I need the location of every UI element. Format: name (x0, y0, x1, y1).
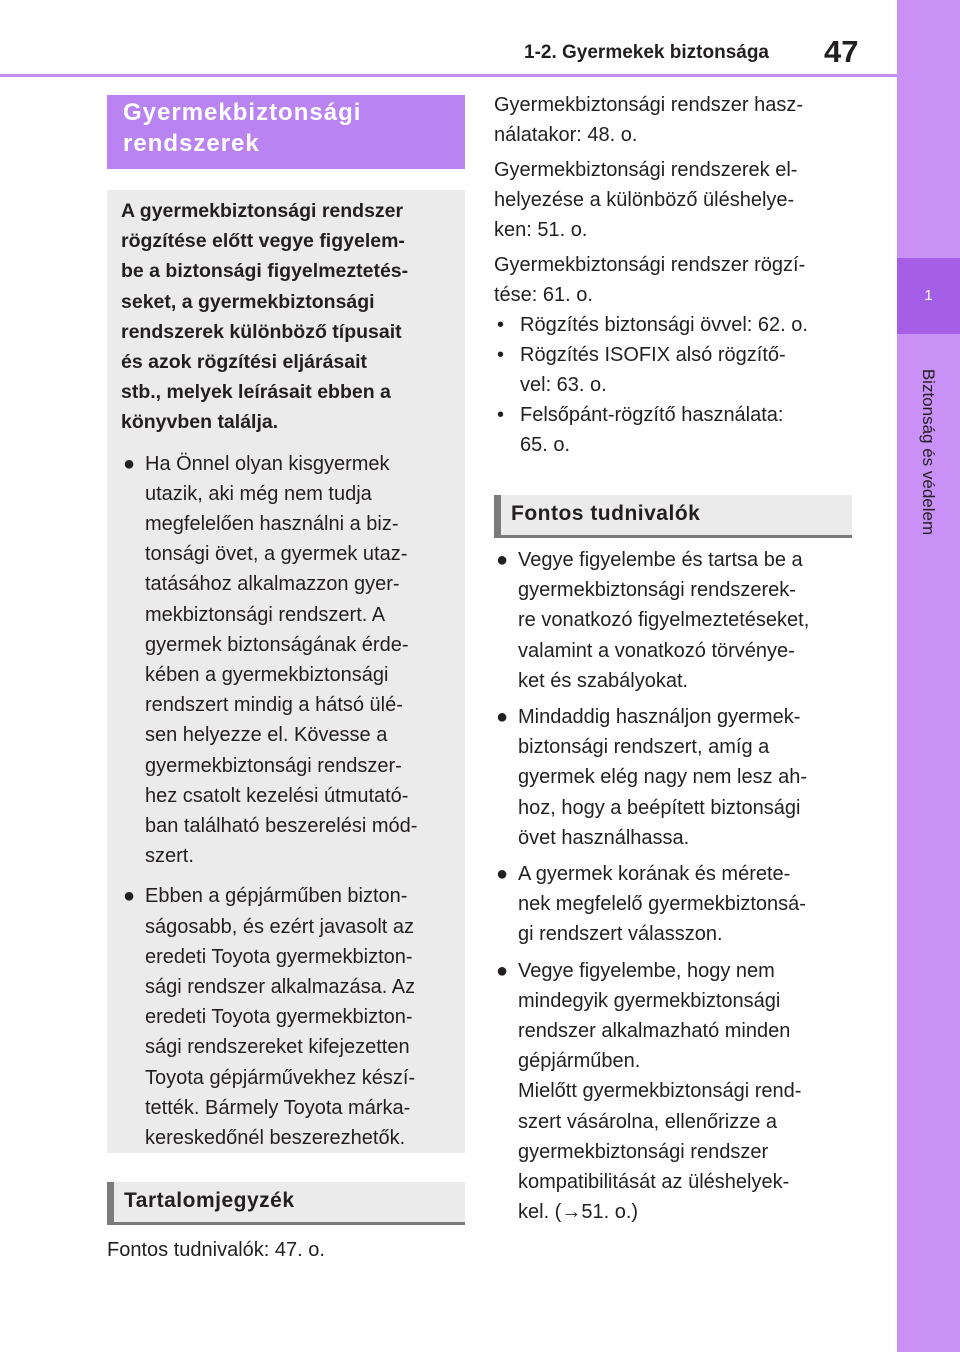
bullet-line: gyermekbiztonsági rendszer- (145, 754, 402, 777)
bullet-line: gyermekbiztonsági rendszerek- (518, 579, 796, 602)
intro-line: be a biztonsági figyelmeztetés- (121, 260, 409, 283)
bullet-line: gi rendszert válasszon. (518, 923, 723, 946)
bullet-line: hez csatolt kezelési útmutató- (145, 784, 409, 807)
toc-line: tése: 61. o. (494, 284, 593, 306)
bullet-line: Toyota gépjárművekhez készí- (145, 1066, 416, 1089)
toc-line: Gyermekbiztonsági rendszer rögzí- (494, 254, 806, 276)
bullet-line: Mielőtt gyermekbiztonsági rend- (518, 1080, 802, 1103)
toc-entry (494, 155, 844, 245)
section-title-line: Gyermekbiztonsági (123, 99, 362, 126)
bullet-line: gyermek biztonságának érde- (145, 633, 409, 656)
bullet-line: sági rendszer alkalmazása. Az (145, 976, 416, 999)
bullet-circle-icon: ● (496, 863, 509, 886)
intro-line: stb., melyek leírásait ebben a (121, 381, 391, 404)
info-bullet (121, 449, 451, 872)
notes-bullet (494, 702, 849, 853)
bullet-line: Vegye figyelembe, hogy nem (518, 959, 775, 982)
bullet-line: sági rendszereket kifejezetten (145, 1036, 410, 1059)
bullet-dot-icon: • (497, 314, 505, 336)
bullet-line: biztonsági rendszert, amíg a (518, 736, 770, 759)
toc-line: Gyermekbiztonsági rendszerek el- (494, 159, 798, 181)
toc-line: Gyermekbiztonsági rendszer hasz- (494, 94, 804, 116)
intro-line: és azok rögzítési eljárásait (121, 351, 368, 374)
intro-line: rögzítése előtt vegye figyelem- (121, 230, 405, 253)
bullet-dot-icon: • (497, 404, 505, 426)
bullet-line: megfelelően használni a biz- (145, 513, 399, 536)
intro-line: könyvben találja. (121, 411, 279, 434)
bullet-line: kompatibilitását az üléshelyek- (518, 1171, 790, 1194)
intro-line: seket, a gyermekbiztonsági (121, 290, 375, 313)
bullet-line: gyermek elég nagy nem lesz ah- (518, 766, 808, 789)
bullet-line: kel. (→51. o.) (518, 1201, 639, 1224)
section-title-box (107, 95, 465, 169)
bullet-line: kében a gyermekbiztonsági (145, 664, 389, 687)
toc-continued (494, 90, 844, 460)
bullet-line: gépjárműben. (518, 1050, 641, 1073)
section-title-line: rendszerek (123, 130, 260, 157)
notes-bullet (494, 956, 849, 1228)
toc-sub-entry (494, 310, 844, 340)
toc-sub-entry (494, 400, 844, 460)
bullet-line: valamint a vonatkozó törvénye- (518, 639, 795, 662)
toc-line: 65. o. (520, 434, 571, 456)
toc-line: Rögzítés ISOFIX alsó rögzítő- (520, 344, 786, 366)
bullet-circle-icon: ● (496, 549, 509, 571)
toc-line: Rögzítés biztonsági övvel: 62. o. (520, 314, 808, 336)
bullet-line: Ebben a gépjárműben bizton- (145, 885, 408, 908)
notes-list (494, 545, 849, 1233)
toc-entry: Fontos tudnivalók: 47. o. (107, 1239, 325, 1261)
bullet-line: Ha Önnel olyan kisgyermek (145, 452, 390, 475)
bullet-dot-icon: • (497, 344, 505, 366)
toc-line: vel: 63. o. (520, 374, 607, 396)
intro-info-box (107, 190, 465, 1153)
intro-text (121, 196, 451, 438)
header-divider (0, 74, 897, 77)
bullet-line: eredeti Toyota gyermekbizton- (145, 945, 413, 968)
bullet-line: tonsági övet, a gyermek utaz- (145, 543, 408, 566)
bullet-circle-icon: ● (496, 706, 509, 729)
chapter-number-tab: 1 (897, 258, 960, 334)
bullet-line: szert. (145, 845, 194, 868)
bullet-line: Vegye figyelembe és tartsa be a (518, 549, 803, 571)
notes-heading: Fontos tudnivalók (494, 495, 852, 538)
bullet-line: eredeti Toyota gyermekbizton- (145, 1006, 413, 1029)
toc-entry (494, 250, 844, 310)
bullet-line: ban található beszerelési mód- (145, 815, 418, 838)
notes-bullet (494, 545, 849, 696)
bullet-line: gyermekbiztonsági rendszer (518, 1140, 769, 1163)
notes-bullet (494, 859, 849, 950)
intro-line: rendszerek különböző típusait (121, 320, 402, 343)
bullet-line: ket és szabályokat. (518, 669, 689, 692)
bullet-line: övet használhassa. (518, 826, 690, 849)
bullet-circle-icon: ● (123, 885, 136, 908)
info-bullet (121, 881, 451, 1153)
intro-line: A gyermekbiztonsági rendszer (121, 200, 404, 222)
toc-line: Felsőpánt-rögzítő használata: (520, 404, 784, 426)
bullet-line: szert vásárolna, ellenőrizze a (518, 1110, 778, 1133)
toc-line: ken: 51. o. (494, 219, 588, 241)
bullet-line: utazik, aki még nem tudja (145, 482, 372, 505)
bullet-line: rendszer alkalmazható minden (518, 1020, 791, 1043)
bullet-line: A gyermek korának és mérete- (518, 863, 791, 886)
bullet-circle-icon: ● (123, 452, 136, 475)
bullet-line: kereskedőnél beszerezhetők. (145, 1127, 406, 1150)
bullet-line: tatásához alkalmazzon gyer- (145, 573, 400, 596)
bullet-circle-icon: ● (496, 959, 509, 982)
bullet-line: sen helyezze el. Kövesse a (145, 724, 388, 747)
bullet-line: mekbiztonsági rendszert. A (145, 603, 386, 626)
toc-entry (494, 90, 844, 150)
bullet-line: ságosabb, és ezért javasolt az (145, 915, 415, 938)
chapter-label: Biztonság és védelem (919, 368, 938, 536)
bullet-line: hoz, hogy a beépített biztonsági (518, 796, 801, 819)
toc-heading: Tartalomjegyzék (107, 1182, 465, 1225)
toc-sub-entry (494, 340, 844, 400)
bullet-line: Mindaddig használjon gyermek- (518, 706, 801, 729)
bullet-line: re vonatkozó figyelmeztetéseket, (518, 609, 810, 632)
chapter-side-tab (897, 0, 960, 1352)
bullet-line: rendszert mindig a hátsó ülé- (145, 694, 403, 717)
bullet-line: tették. Bármely Toyota márka- (145, 1096, 411, 1119)
section-header-title: 1-2. Gyermekek biztonsága (524, 42, 769, 63)
bullet-line: nek megfelelő gyermekbiztonsá- (518, 893, 806, 916)
toc-line: nálatakor: 48. o. (494, 124, 638, 146)
bullet-line: mindegyik gyermekbiztonsági (518, 989, 781, 1012)
toc-line: helyezése a különböző üléshelye- (494, 189, 795, 211)
page-number: 47 (824, 34, 859, 69)
